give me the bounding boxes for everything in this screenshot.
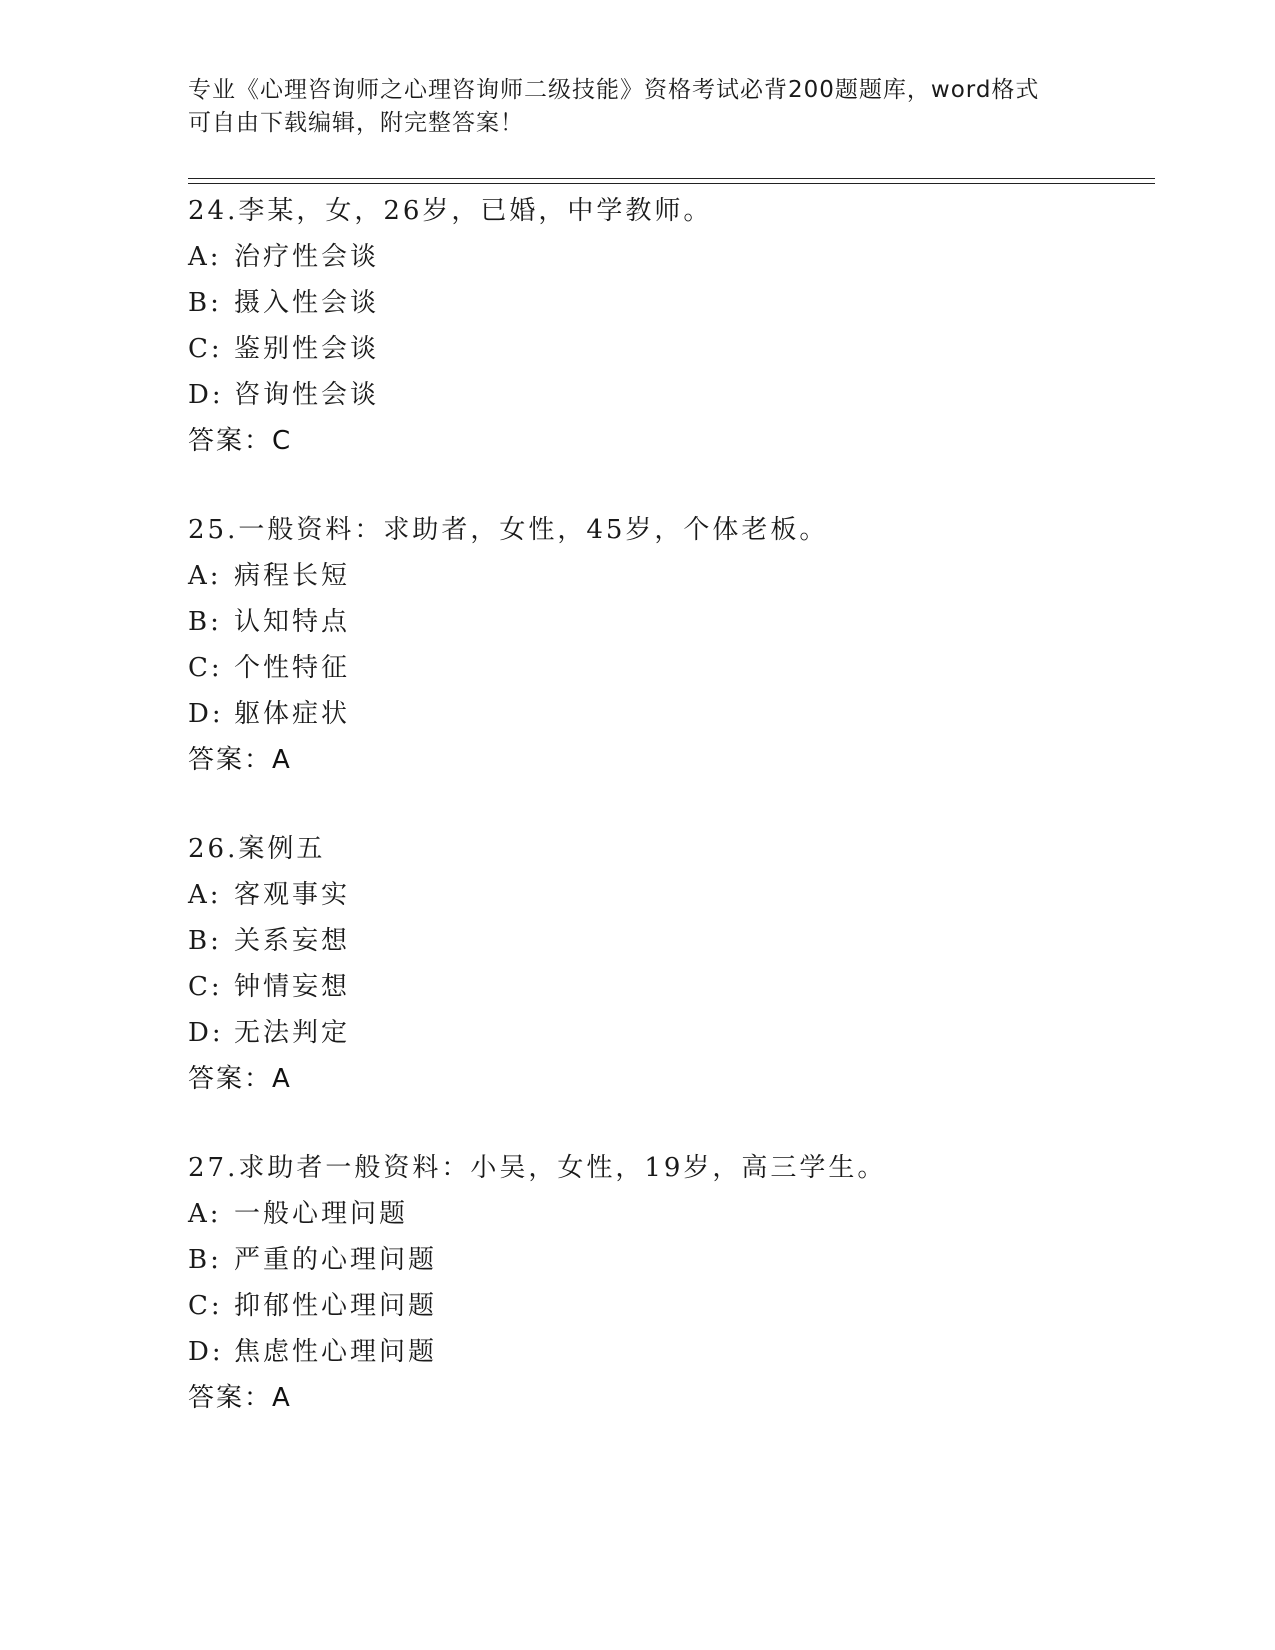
option-text: 钟情妄想 [234, 972, 351, 1002]
option-text: 躯体症状 [234, 699, 351, 729]
option-key: A: [188, 242, 222, 272]
option-a [188, 872, 1148, 918]
question-26 [188, 826, 1148, 1102]
option-b [188, 918, 1148, 964]
option-d [188, 1010, 1148, 1056]
option-key: C: [188, 972, 223, 1002]
answer-line: 答案：A [188, 1064, 292, 1094]
option-c [188, 645, 1148, 691]
option-key: D: [188, 699, 224, 729]
question-27 [188, 1145, 1148, 1421]
question-24 [188, 188, 1148, 464]
option-c [188, 964, 1148, 1010]
option-b [188, 280, 1148, 326]
header-line-1: 专业《心理咨询师之心理咨询师二级技能》资格考试必背200题题库，word格式 [188, 77, 1040, 103]
answer-line: 答案：A [188, 1383, 292, 1413]
header-divider-top [188, 178, 1155, 179]
option-key: C: [188, 653, 223, 683]
question-stem: 24.李某，女，26岁，已婚，中学教师。 [188, 196, 713, 226]
option-key: D: [188, 1018, 224, 1048]
option-text: 认知特点 [234, 607, 351, 637]
option-key: A: [188, 1199, 222, 1229]
question-stem: 26.案例五 [188, 834, 326, 864]
option-c [188, 1283, 1148, 1329]
option-key: B: [188, 926, 222, 956]
header-divider-bottom [188, 183, 1155, 184]
question-list [188, 188, 1148, 1464]
document-header [188, 74, 1088, 140]
option-text: 咨询性会谈 [234, 380, 380, 410]
question-stem: 25.一般资料：求助者，女性，45岁，个体老板。 [188, 515, 829, 545]
option-text: 客观事实 [234, 880, 351, 910]
option-text: 鉴别性会谈 [234, 334, 380, 364]
option-text: 摄入性会谈 [234, 288, 380, 318]
option-text: 抑郁性心理问题 [234, 1291, 438, 1321]
option-b [188, 599, 1148, 645]
option-a [188, 553, 1148, 599]
question-25 [188, 507, 1148, 783]
option-text: 治疗性会谈 [234, 242, 380, 272]
option-text: 病程长短 [234, 561, 351, 591]
answer-line: 答案：A [188, 745, 292, 775]
option-c [188, 326, 1148, 372]
option-key: C: [188, 1291, 223, 1321]
option-a [188, 234, 1148, 280]
option-text: 一般心理问题 [234, 1199, 409, 1229]
option-key: B: [188, 288, 222, 318]
option-text: 关系妄想 [234, 926, 351, 956]
option-text: 严重的心理问题 [234, 1245, 438, 1275]
header-line-2: 可自由下载编辑，附完整答案！ [188, 110, 524, 136]
option-text: 无法判定 [234, 1018, 351, 1048]
option-key: C: [188, 334, 223, 364]
option-d [188, 1329, 1148, 1375]
option-key: A: [188, 880, 222, 910]
option-key: B: [188, 1245, 222, 1275]
option-key: A: [188, 561, 222, 591]
option-key: D: [188, 1337, 224, 1367]
option-b [188, 1237, 1148, 1283]
option-text: 焦虑性心理问题 [234, 1337, 438, 1367]
option-d [188, 372, 1148, 418]
question-stem: 27.求助者一般资料：小吴，女性，19岁，高三学生。 [188, 1153, 887, 1183]
option-a [188, 1191, 1148, 1237]
option-text: 个性特征 [234, 653, 351, 683]
answer-line: 答案：C [188, 426, 293, 456]
option-key: B: [188, 607, 222, 637]
option-key: D: [188, 380, 224, 410]
option-d [188, 691, 1148, 737]
